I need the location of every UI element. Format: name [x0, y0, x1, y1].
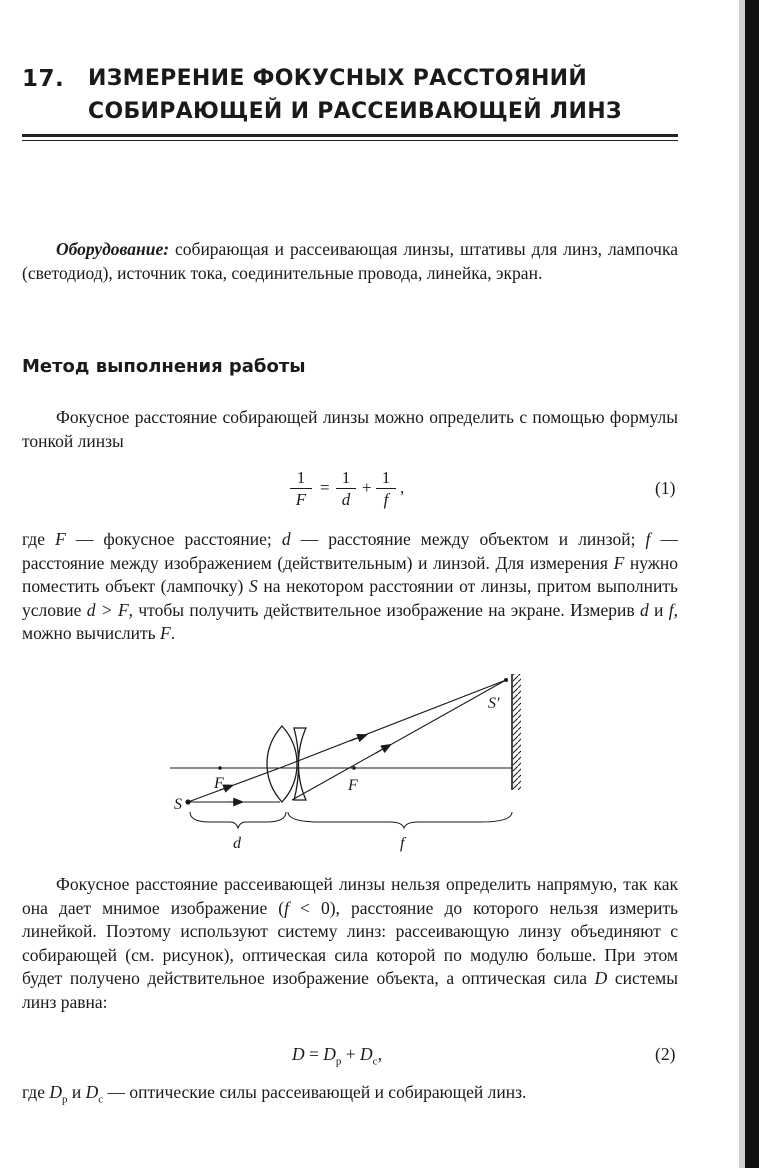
- symbol-d: d: [639, 599, 649, 620]
- subscript-p: р: [62, 1093, 68, 1106]
- label-S-prime: S': [488, 695, 500, 712]
- arrow-icon: [350, 735, 366, 741]
- text-run: где: [22, 529, 56, 549]
- condition-d-greater-F: d > F: [86, 599, 129, 620]
- symbol-D: D: [323, 1044, 336, 1064]
- equals-sign: =: [320, 478, 330, 497]
- symbol-f: f: [284, 897, 289, 918]
- refracted-ray: [292, 680, 506, 800]
- heading-rule-thick: [22, 134, 678, 137]
- numerator: 1: [296, 468, 306, 487]
- denominator: F: [295, 490, 307, 509]
- focus-point-right: [352, 766, 356, 770]
- numerator: 1: [341, 468, 351, 487]
- text-run: , можно вычислить: [22, 599, 678, 643]
- ray-through-center: [285, 680, 506, 766]
- text-run: .: [170, 623, 176, 643]
- symbol-S: S: [249, 576, 258, 596]
- brace-d: [190, 812, 286, 828]
- symbol-d: d: [281, 529, 291, 549]
- text-run: нужно поместить объект (лампочку): [22, 552, 678, 596]
- chapter-title-line2: СОБИРАЮЩЕЙ И РАССЕИВАЮЩЕЙ ЛИНЗ: [88, 99, 622, 124]
- text-run: < 0: [288, 897, 330, 918]
- label-F-left: F: [214, 775, 224, 792]
- thin-lens-formula: [290, 468, 430, 516]
- plus-sign: +: [341, 1044, 361, 1064]
- text-run: на некотором расстоянии от линзы, притом выполнить условие: [22, 576, 679, 620]
- symbol-D: D: [49, 1082, 62, 1102]
- denominator: f: [383, 490, 389, 509]
- paragraph-2: [22, 528, 678, 646]
- text-run: и: [648, 599, 669, 620]
- symbol-D: D: [360, 1044, 373, 1064]
- focus-point-left: [218, 766, 222, 770]
- heading-rule-thin: [22, 140, 678, 141]
- text-run: , чтобы получить действительное изображение на экране. Измерив: [128, 599, 640, 620]
- equipment-paragraph: [22, 238, 678, 285]
- arrow-icon: [376, 745, 390, 753]
- equation-number-1: (1): [655, 478, 676, 498]
- subscript-c: с: [98, 1093, 104, 1106]
- symbol-F: F: [160, 623, 171, 643]
- equipment-text: собирающая и рассеивающая линзы, штативы для линз, лампочка (светодиод), источник тока, соединительные провода, линейка, экран.: [22, 239, 678, 283]
- label-f: f: [400, 835, 405, 852]
- label-d: d: [233, 835, 241, 852]
- text-run: Фокусное расстояние рассеивающей линзы нельзя определить напрямую, так как она дает мнимое изображение (: [22, 874, 678, 918]
- lens-system-diagram: [170, 670, 530, 860]
- denominator: d: [341, 490, 351, 509]
- equipment-label: Оборудование:: [56, 239, 170, 259]
- chapter-title-line1: ИЗМЕРЕНИЕ ФОКУСНЫХ РАССТОЯНИЙ: [88, 66, 588, 91]
- paragraph-1: Фокусное расстояние собирающей линзы можно определить с помощью формулы тонкой линзы: [22, 407, 678, 451]
- text-run: — оптические силы рассеивающей и собирающей линз.: [103, 1082, 527, 1102]
- converging-lens: [267, 726, 297, 802]
- diverging-lens: [294, 728, 306, 800]
- symbol-F: F: [55, 529, 66, 549]
- symbol-f: f: [668, 599, 674, 620]
- text-run: — фокусное расстояние;: [65, 529, 282, 549]
- equation-number-2: (2): [655, 1044, 676, 1064]
- closing-line: [22, 1082, 526, 1106]
- brace-f: [288, 812, 512, 828]
- text-run: и: [67, 1082, 86, 1102]
- numerator: 1: [381, 468, 391, 487]
- image-point: [504, 678, 508, 682]
- section-title: Метод выполнения работы: [22, 356, 306, 377]
- text-run: — расстояние между изображением (действительным) и линзой. Для измерения: [22, 529, 678, 573]
- plus-sign: +: [362, 478, 372, 497]
- subscript-c: с: [372, 1055, 378, 1068]
- page-edge: [745, 0, 759, 1168]
- paragraph-3: [22, 873, 678, 1014]
- fraction-1-over-d: [336, 468, 356, 509]
- text-run: системы линз равна:: [22, 968, 678, 1012]
- subscript-p: р: [335, 1055, 342, 1068]
- symbol-f: f: [645, 529, 651, 549]
- label-F-right: F: [348, 777, 358, 794]
- symbol-D: D: [594, 968, 608, 988]
- comma: ,: [400, 478, 405, 497]
- fraction-1-over-f: [376, 468, 396, 509]
- source-point: [185, 799, 190, 804]
- chapter-number: 17.: [22, 66, 65, 92]
- label-S: S: [174, 796, 182, 813]
- optical-power-formula: [292, 1044, 382, 1068]
- fraction-1-over-F: [290, 468, 312, 509]
- text-run: — расстояние между объектом и линзой;: [290, 529, 646, 549]
- equals-sign: =: [304, 1044, 324, 1064]
- text-run: ), расстояние до которого нельзя измерить линейкой. Поэтому используют систему линз: рассеивающую линзу объединяют с собирающей (см. рисунок), оптическая сила которой по модулю больше. При этом будет получено действительное изображение объекта, а оптическая сила: [22, 897, 678, 988]
- symbol-D: D: [292, 1044, 305, 1064]
- comma: ,: [377, 1044, 382, 1064]
- text-run: где: [22, 1082, 50, 1102]
- symbol-D: D: [85, 1082, 99, 1102]
- screen-hatching: [513, 674, 521, 790]
- symbol-F: F: [613, 552, 625, 573]
